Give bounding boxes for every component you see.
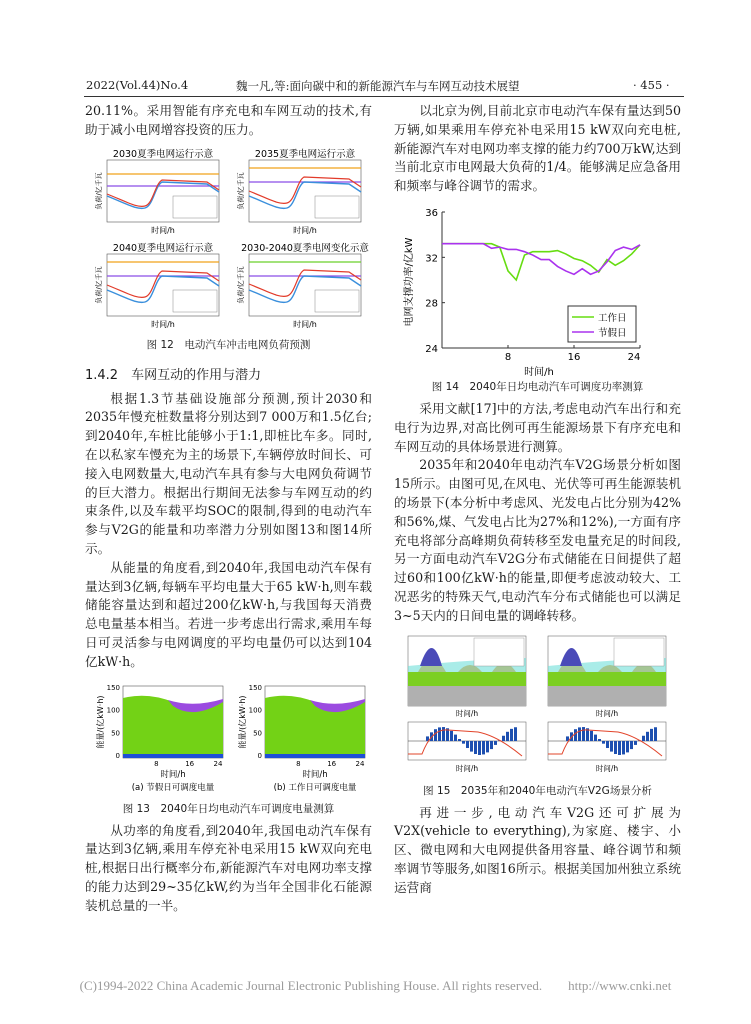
v2g-bar (630, 741, 633, 749)
running-title: 魏一凡,等:面向碳中和的新能源汽车与车网互动技术展望 (236, 79, 520, 93)
v2g-bar (490, 741, 493, 749)
x-axis-label: 时间/h (293, 319, 317, 329)
y-tick-label: 0 (115, 751, 120, 760)
series-line-1 (442, 244, 640, 275)
x-axis-label: 时间/h (524, 366, 554, 378)
v2g-bar (602, 741, 605, 744)
v2g-bar (618, 741, 621, 755)
left-bottom-text (85, 822, 372, 916)
copyright-footer: (C)1994-2022 China Academic Journal Electronic Publishing House. All rights reserved. http://www.cnki.net (79, 978, 672, 993)
v2g-bar (514, 727, 517, 741)
v2g-bar (454, 734, 457, 740)
v2g-bar (474, 741, 477, 754)
v2g-bar (482, 741, 485, 754)
y-axis-label: 负荷/亿千瓦 (95, 171, 103, 210)
figure-14-chart (402, 202, 652, 378)
header-rule (84, 96, 684, 97)
paragraph: 以北京为例,目前北京市电动汽车保有量达到50万辆,如果乘用车停充补电采用15 kW双向充电桩,新能源汽车对电网功率支撑的能力约700万kW,达到当前北京市电网最大负荷的1/4。能够满足应急备用和频率与峰谷调节的需求。 (394, 103, 681, 194)
legend-box (315, 290, 359, 312)
v2g-bar (506, 731, 509, 740)
v2g-bar (486, 741, 489, 752)
paragraph: 根据1.3节基础设施部分预测,预计2030和2035年慢充桩数量将分别达到7 000万和1.5亿台;到2040年,车桩比能够小于1:1,即桩比车多。同时,在以私家车慢充为主的场景下,车辆停放时间长、可接入电网数量大,电动汽车具有参与大电网负荷调节的巨大潜力。根据出行期间无法参与车网互动的约束条件,以及车载平均SOC的限制,得到的电动汽车参与V2G的能量和功率潜力分别如图13和图14所示。 (85, 390, 372, 556)
legend-box (614, 638, 664, 666)
x-tick-label: 24 (627, 351, 641, 363)
y-axis-label: 能量/(亿kW·h) (238, 695, 247, 749)
x-axis-label: 时间/h (455, 708, 479, 718)
y-tick-label: 24 (425, 343, 438, 355)
panel-title: 2040夏季电网运行示意 (112, 242, 214, 254)
figure-14-caption: 图 14 2040年日均电动汽车可调度功率测算 (431, 380, 644, 393)
x-tick-label: 8 (296, 759, 301, 768)
x-tick-label: 24 (355, 759, 365, 768)
panel-title: 2030-2040夏季电网变化示意 (241, 242, 369, 254)
y-axis-label: 负荷/亿千瓦 (237, 265, 245, 304)
v2g-bar (594, 734, 597, 740)
v2g-bar (458, 739, 461, 741)
left-top-text (85, 102, 372, 140)
x-axis-label: 时间/h (595, 763, 619, 773)
v2g-bar (502, 735, 505, 740)
x-tick-label: 16 (567, 351, 581, 363)
legend-label: 节假日 (598, 327, 627, 339)
y-axis-label: 负荷/亿千瓦 (95, 265, 103, 304)
v2g-bar (622, 741, 625, 754)
x-tick-label: 16 (185, 759, 195, 768)
y-axis-label: 电网支撑功率/亿kW (404, 237, 415, 327)
figure-13-caption: 图 13 2040年日均电动汽车可调度电量测算 (122, 802, 335, 815)
two-column-body (0, 98, 751, 968)
y-tick-label: 100 (248, 706, 262, 715)
subfigure-label: (b) 工作日可调度电量 (273, 782, 357, 793)
v2g-bar (478, 741, 481, 755)
v2g-bar (574, 729, 577, 741)
panel-title: 2030夏季电网运行示意 (112, 148, 214, 160)
v2g-bar (434, 729, 437, 741)
v2g-bar (462, 741, 465, 744)
x-axis-label: 时间/h (455, 763, 479, 773)
v2g-bar (450, 730, 453, 740)
legend-label: 工作日 (598, 312, 627, 324)
journal-issue: 2022(Vol.44)No.4 (86, 78, 189, 92)
y-tick-label: 50 (111, 728, 120, 737)
paragraph: 再进一步,电动汽车V2G还可扩展为V2X(vehicle to everything),为家庭、楼宇、小区、微电网和大电网提供备用容量、峰谷调节和频率调节等服务,如图16所示。根据美国加州独立系统运营商 (394, 804, 681, 895)
v2g-bar (614, 741, 617, 754)
legend-box (173, 290, 217, 312)
x-tick-label: 8 (504, 351, 512, 363)
figure-15 (394, 632, 681, 782)
x-axis-label: 时间/h (151, 319, 175, 329)
paragraph: 从功率的角度看,到2040年,我国电动汽车保有量达到3亿辆,乘用车停充补电采用15 kW双向充电桩,根据日出行概率分布,新能源汽车对电网功率支撑的能力达到29~35亿kW,约为当年全国非化石能源装机总量的一半。 (85, 822, 372, 913)
x-tick-label: 24 (213, 759, 223, 768)
y-tick-label: 0 (257, 751, 262, 760)
v2g-bar (610, 741, 613, 752)
left-body (85, 390, 372, 672)
x-axis-label: 时间/h (151, 225, 175, 235)
right-top-text (394, 102, 681, 196)
x-axis-label: 时间/h (595, 708, 619, 718)
v2g-bar (582, 727, 585, 741)
v2g-bar (606, 741, 609, 748)
y-tick-label: 50 (253, 728, 262, 737)
v2g-bar (494, 741, 497, 745)
hydro-nuclear-area (408, 672, 526, 686)
right-body (394, 400, 681, 626)
v2g-bar (650, 728, 653, 740)
y-tick-label: 28 (425, 298, 438, 310)
paragraph: 20.11%。采用智能有序充电和车网互动的技术,有助于减小电网增容投资的压力。 (85, 103, 372, 137)
y-axis-label: 负荷/亿千瓦 (237, 171, 245, 210)
y-tick-label: 32 (425, 253, 438, 265)
legend-box (315, 196, 359, 218)
v2g-bar (590, 730, 593, 740)
x-axis-label: 时间/h (293, 225, 317, 235)
thermal-area (408, 686, 526, 706)
figure-12-caption: 图 12 电动汽车冲击电网负荷预测 (146, 338, 311, 351)
page-number: · 455 · (633, 78, 670, 92)
paragraph: 从能量的角度看,到2040年,我国电动汽车保有量达到3亿辆,每辆车平均电量大于65 kW·h,则车载储能容量达到和超过200亿kW·h,与我国每天消费总电量基本相当。若进一步考虑出行需求,乘用车每日可灵活参与电网调度的平均电量仍可以达到104亿kW·h。 (85, 559, 372, 669)
subfigure-label: (a) 节假日可调度电量 (131, 782, 215, 793)
right-column (394, 98, 681, 968)
v2g-bar (654, 727, 657, 741)
x-tick-label: 8 (154, 759, 159, 768)
v2g-bar (634, 741, 637, 745)
v2g-bar (466, 741, 469, 748)
section-heading: 1.4.2 车网互动的作用与潜力 (85, 367, 262, 383)
figure-13 (85, 678, 372, 800)
paragraph: 2035年和2040年电动汽车V2G场景分析如图15所示。由图可见,在风电、光伏等可再生能源装机的场景下(本分析中考虑风、光发电占比分别为42%和56%,煤、气发电占比为27%和12%),一方面有序充电将部分高峰期负荷转移至发电量充足的时间段,另一方面电动汽车V2G分布式储能在日间提供了超过60和100亿kW·h的能量,即便考虑波动较大、工况恶劣的特殊天气,电动汽车分布式储能也可以满足3~5天内的日间电量的调峰转移。 (394, 457, 681, 623)
figure-15-caption: 图 15 2035年和2040年电动汽车V2G场景分析 (423, 784, 652, 797)
x-tick-label: 16 (327, 759, 337, 768)
x-axis-label: 时间/h (160, 769, 186, 780)
y-tick-label: 150 (248, 683, 262, 692)
legend-box (474, 638, 524, 666)
v2g-bar (646, 731, 649, 740)
y-tick-label: 36 (425, 207, 438, 219)
v2g-bar (470, 741, 473, 752)
figure-12 (85, 146, 372, 336)
y-tick-label: 100 (106, 706, 120, 715)
other-vehicle-area (265, 754, 365, 758)
right-bottom-text (394, 804, 681, 898)
other-vehicle-area (123, 754, 223, 758)
paragraph: 采用文献[17]中的方法,考虑电动汽车出行和充电行为边界,对高比例可再生能源场景下有序充电和车网互动的具体场景进行测算。 (394, 400, 681, 454)
v2g-bar (598, 739, 601, 741)
v2g-bar (626, 741, 629, 752)
v2g-bar (642, 735, 645, 740)
v2g-bar (578, 727, 581, 741)
panel-title: 2035夏季电网运行示意 (254, 148, 356, 160)
legend-box (173, 196, 217, 218)
x-axis-label: 时间/h (302, 769, 328, 780)
thermal-area (548, 686, 666, 706)
y-tick-label: 150 (106, 683, 120, 692)
v2g-bar (438, 727, 441, 741)
series-line-0 (442, 244, 640, 280)
left-column (85, 98, 372, 968)
v2g-bar (510, 728, 513, 740)
page-header (0, 0, 751, 98)
hydro-nuclear-area (548, 672, 666, 686)
y-axis-label: 能量/(亿kW·h) (96, 695, 105, 749)
v2g-bar (442, 727, 445, 741)
